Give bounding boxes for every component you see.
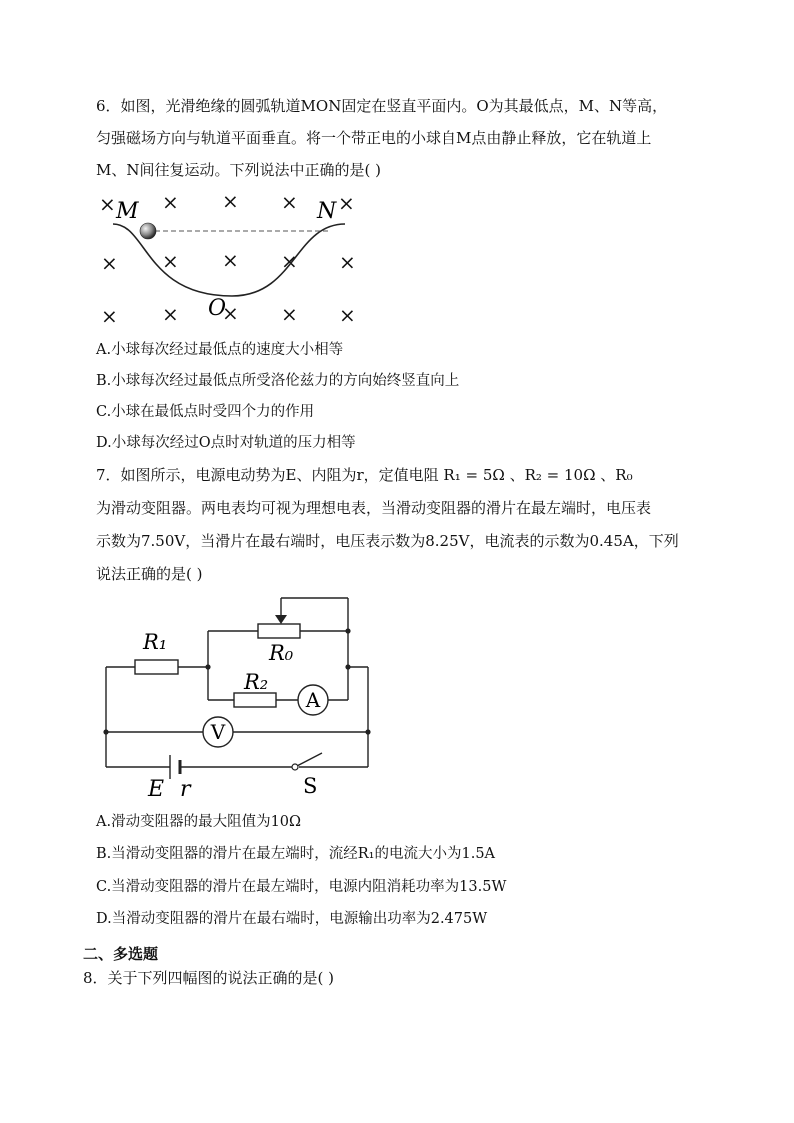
section-title-multiple-choice: 二、多选题 [83, 945, 159, 963]
q8-stem-line1: 8．关于下列四幅图的说法正确的是( ) [83, 969, 335, 987]
label-emf: E [148, 777, 165, 802]
field-cross: × [222, 248, 239, 272]
q6-figure-magnetic-track [95, 188, 365, 328]
field-cross: × [101, 304, 118, 328]
q6-option-a: A.小球每次经过最低点的速度大小相等 [96, 342, 344, 358]
label-m: M [116, 199, 139, 224]
label-n: N [317, 199, 337, 224]
field-cross: × [338, 191, 355, 215]
junction-dot [365, 729, 370, 734]
q7-option-d: D.当滑动变阻器的滑片在最右端时，电源输出功率为2.475W [96, 911, 488, 927]
junction-dot [103, 729, 108, 734]
q6-stem-line2: 匀强磁场方向与轨道平面垂直。将一个带正电的小球自M点由静止释放，它在轨道上 [96, 129, 652, 147]
q7-option-c: C.当滑动变阻器的滑片在最左端时，电源内阻消耗功率为13.5W [96, 879, 507, 895]
label-r2: R₂ [244, 670, 269, 694]
q7-circuit-diagram [98, 593, 388, 803]
resistor-r2 [234, 693, 276, 707]
field-cross: × [281, 302, 298, 326]
junction-dot [345, 664, 350, 669]
charged-ball [140, 223, 156, 239]
resistor-r1 [135, 660, 178, 674]
field-cross: × [101, 251, 118, 275]
q6-stem-line1: 6．如图，光滑绝缘的圆弧轨道MON固定在竖直平面内。O为其最低点，M、N等高， [96, 97, 668, 115]
field-cross: × [281, 190, 298, 214]
label-r1: R₁ [143, 630, 168, 654]
q7-option-a: A.滑动变阻器的最大阻值为10Ω [96, 814, 302, 830]
field-cross: × [222, 301, 239, 325]
q7-option-b: B.当滑动变阻器的滑片在最左端时，流经R₁的电流大小为1.5A [96, 846, 496, 862]
q7-stem-line2: 为滑动变阻器。两电表均可视为理想电表，当滑动变阻器的滑片在最左端时，电压表 [96, 499, 652, 517]
label-o: O [208, 296, 227, 321]
field-cross: × [162, 302, 179, 326]
q6-option-d: D.小球每次经过O点时对轨道的压力相等 [96, 435, 356, 451]
q6-option-b: B.小球每次经过最低点所受洛伦兹力的方向始终竖直向上 [96, 373, 460, 389]
switch-contact [292, 764, 298, 770]
q7-stem-line1: 7．如图所示，电源电动势为E、内阻为r，定值电阻 R₁ = 5Ω 、R₂ = 10Ω 、R₀ [96, 466, 633, 484]
label-r0: R₀ [269, 641, 294, 665]
ammeter-label: A [305, 688, 321, 712]
q7-stem-line3: 示数为7.50V，当滑片在最右端时，电压表示数为8.25V，电流表的示数为0.45A，下列 [96, 532, 679, 550]
junction-dot [205, 664, 210, 669]
field-cross: × [99, 192, 116, 216]
field-cross: × [339, 250, 356, 274]
rheostat-r0 [258, 624, 300, 638]
field-cross: × [162, 190, 179, 214]
junction-dot [345, 628, 350, 633]
label-internal-resistance: r [180, 777, 191, 802]
q6-option-c: C.小球在最低点时受四个力的作用 [96, 404, 315, 420]
field-cross: × [162, 249, 179, 273]
field-cross: × [281, 249, 298, 273]
field-cross: × [339, 303, 356, 327]
label-switch: S [303, 774, 318, 798]
field-cross: × [222, 189, 239, 213]
voltmeter-label: V [210, 720, 226, 744]
q6-stem-line3: M、N间往复运动。下列说法中正确的是( ) [96, 161, 381, 179]
rheostat-slider-arrow [275, 615, 287, 624]
q7-stem-line4: 说法正确的是( ) [96, 565, 203, 583]
